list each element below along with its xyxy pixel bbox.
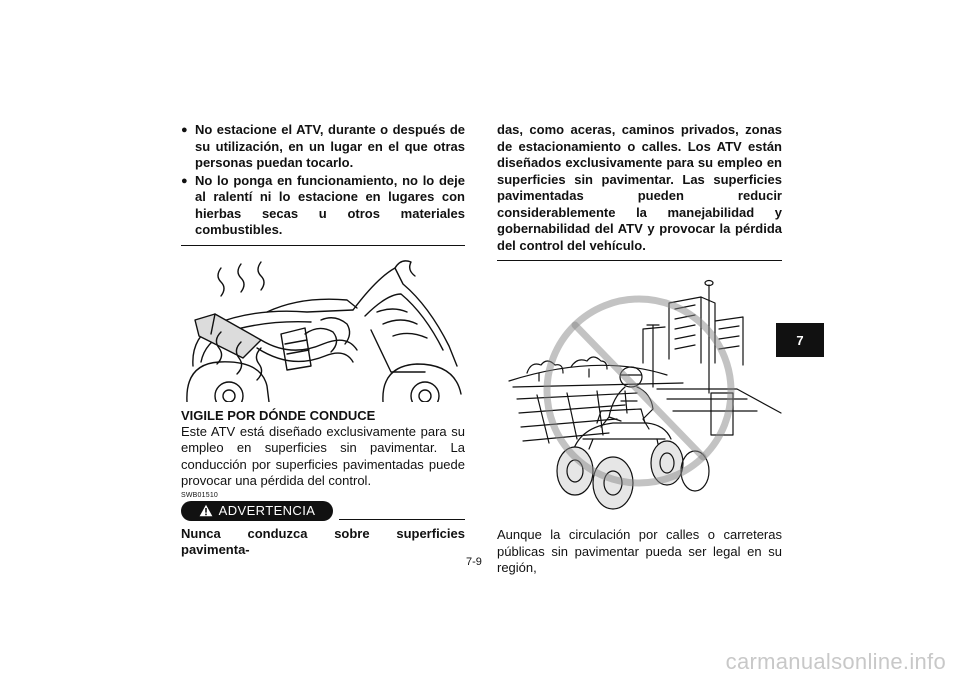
body-paragraph: Aunque la circulación por calles o carreteras públicas sin pavimentar pueda ser legal en su región, (497, 527, 782, 575)
bullet-text-2: No lo ponga en funcionamiento, no lo deje al ralentí ni lo estacione en lugares con hierbas secas u otros materiales combustibles. (195, 172, 465, 237)
warning-header (181, 501, 465, 523)
atv-exhaust-illustration (181, 254, 465, 402)
bullet-item-2 (181, 173, 465, 239)
warning-text: Nunca conduzca sobre superficies pavimenta- (181, 525, 465, 557)
bullet-text-1: No estacione el ATV, durante o después de su utilización, en un lugar en el que otras personas puedan tocarlo. (195, 122, 465, 170)
chapter-tab: 7 (776, 323, 824, 357)
warning-code: SWB01510 (181, 491, 219, 499)
warning-triangle-icon (199, 504, 213, 517)
warning-end-rule (497, 260, 782, 261)
section-paragraph: Este ATV está diseñado exclusivamente para su empleo en superficies sin pavimentar. La conducción por superficies pavimentadas puede provocar una pérdida del control. (181, 423, 465, 488)
no-paved-roads-illustration (497, 263, 782, 519)
section-heading: VIGILE POR DÓNDE CONDUCE (181, 407, 376, 423)
left-column (181, 122, 465, 559)
warning-label-text: ADVERTENCIA (218, 503, 316, 518)
warning-end-rule (181, 245, 465, 246)
bullet-item-1 (181, 122, 465, 172)
right-column (497, 122, 782, 577)
bullet-icon: ● (181, 124, 188, 136)
warning-continued-text: das, como aceras, caminos privados, zonas de estacionamiento o calles. Los ATV están diseñados exclusivamente para su empleo en superficies sin pavimentar. Las superficies pavimentadas pueden reducir considerablemente la manejabilidad y gobernabilidad del ATV y provocar la pérdida del control del vehículo. (497, 122, 782, 253)
warning-label-box (181, 501, 333, 521)
warning-header-rule (339, 519, 465, 520)
bullet-icon: ● (181, 174, 188, 187)
page-number: 7-9 (466, 556, 482, 568)
watermark: carmanualsonline.info (725, 649, 946, 674)
